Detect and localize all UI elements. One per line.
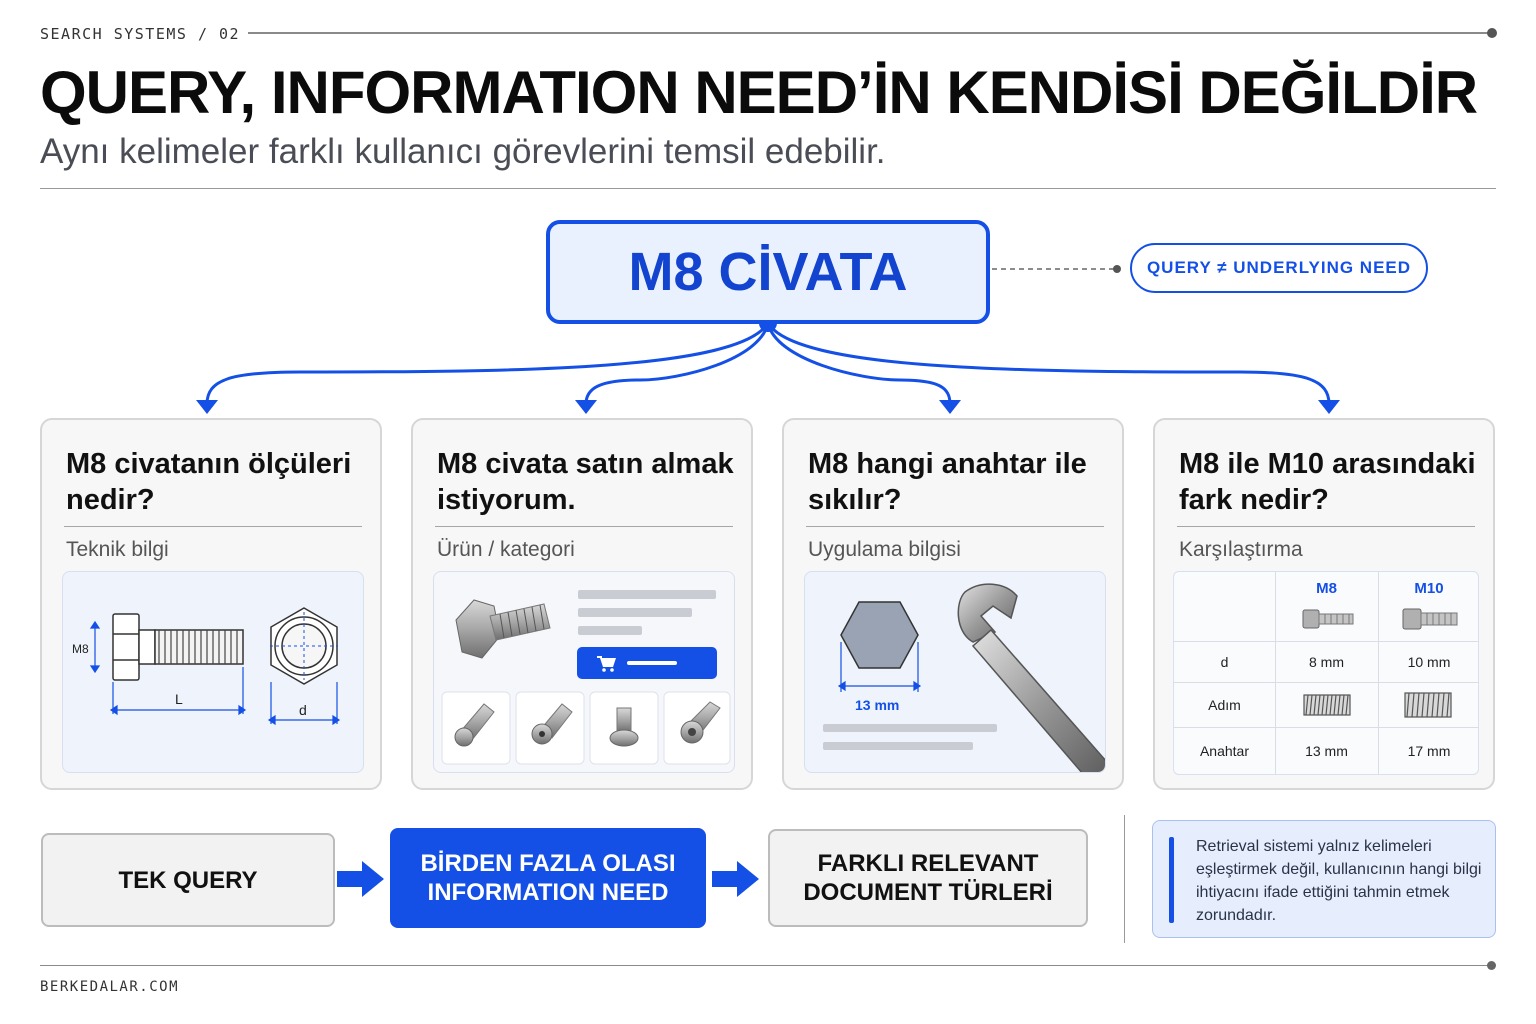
branch-arrow-4 [1318,400,1340,414]
query-need-pill: QUERY ≠ UNDERLYING NEED [1130,243,1428,293]
card-divider [435,526,733,527]
wrench-illustration [804,571,1106,773]
product-listing-icon [434,572,735,773]
wrench-icon [805,572,1106,773]
footer-divider [40,965,1490,966]
need-card-application [782,418,1124,790]
flow-step-document-types [768,829,1088,927]
card-divider [1177,526,1475,527]
diameter-label: d [299,702,307,718]
card-question: M8 civatanın ölçüleri nedir? [66,448,352,516]
card-category: Uygulama bilgisi [808,538,961,561]
flow-arrow-1 [337,861,384,897]
flow-step-label-line1: FARKLI RELEVANT [817,850,1039,877]
thread-pitch-icons [1275,683,1479,727]
width-label: 13 mm [855,697,900,713]
need-card-comparison [1153,418,1495,790]
flow-step-label-line2: INFORMATION NEED [427,879,669,906]
card-category: Ürün / kategori [437,538,575,561]
page-title: QUERY, INFORMATION NEED’İN KENDİSİ DEĞİLDİR [40,59,1478,126]
table-cell: 17 mm [1407,743,1451,759]
table-header-m10: M10 [1414,579,1444,597]
note-accent-bar [1169,837,1174,923]
length-label: L [175,691,183,707]
branch-line-1 [207,323,768,404]
flow-arrow-2 [712,861,759,897]
branch-arrow-3 [939,400,961,414]
thumbnail-row [442,692,730,764]
note-text: Retrieval sistemi yalnız kelimeleri eşleştirmek değil, kullanıcının hangi bilgi ihtiyacını ifade ettiğini tahmin etmek zorundadır. [1196,838,1482,924]
main-bolt-image [456,600,550,658]
page-subtitle: Aynı kelimeler farklı kullanıcı görevlerini temsil edebilir. [40,132,886,171]
bolt-drawing-icon [63,572,364,773]
bolt-thumbnails [1275,598,1479,638]
query-box [546,220,990,324]
branch-line-4 [768,323,1329,404]
retrieval-note [1152,820,1496,938]
card-question: M8 civata satın almak istiyorum. [437,448,734,516]
size-label: M8 [72,642,89,656]
flow-step-multiple-needs [390,828,706,928]
need-card-product [411,418,753,790]
table-cell: 10 mm [1407,654,1451,670]
need-card-technical [40,418,382,790]
table-row-label: Adım [1208,697,1241,713]
card-category: Karşılaştırma [1179,538,1303,561]
branch-arrow-2 [575,400,597,414]
card-divider [806,526,1104,527]
card-divider [64,526,362,527]
table-cell: 8 mm [1309,654,1344,670]
comparison-table [1173,571,1479,775]
flow-separator [1124,815,1125,943]
flow-step-single-query [41,833,335,927]
footer-dot [1487,961,1496,970]
flow-step-label-line1: BİRDEN FAZLA OLASI [420,850,676,877]
card-question: M8 hangi anahtar ile sıkılır? [808,448,1087,516]
table-row-label: d [1220,654,1229,670]
query-text: M8 CİVATA [628,242,908,302]
table-cell: 13 mm [1305,743,1348,759]
footer-site: BERKEDALAR.COM [40,979,180,995]
section-kicker: SEARCH SYSTEMS / 02 [40,25,241,43]
card-category: Teknik bilgi [66,538,169,561]
pill-connector-dot [1113,265,1121,273]
table-row-label: Anahtar [1199,743,1250,759]
flow-step-label-line2: DOCUMENT TÜRLERİ [803,879,1053,906]
hex-nut-shape [841,602,918,668]
product-listing-illustration [433,571,735,773]
flow-step-label: TEK QUERY [118,866,258,894]
table-header-m8: M8 [1316,579,1337,597]
card-question: M8 ile M10 arasındaki fark nedir? [1179,448,1476,516]
bolt-dimension-drawing [62,571,364,773]
branch-arrow-1 [196,400,218,414]
